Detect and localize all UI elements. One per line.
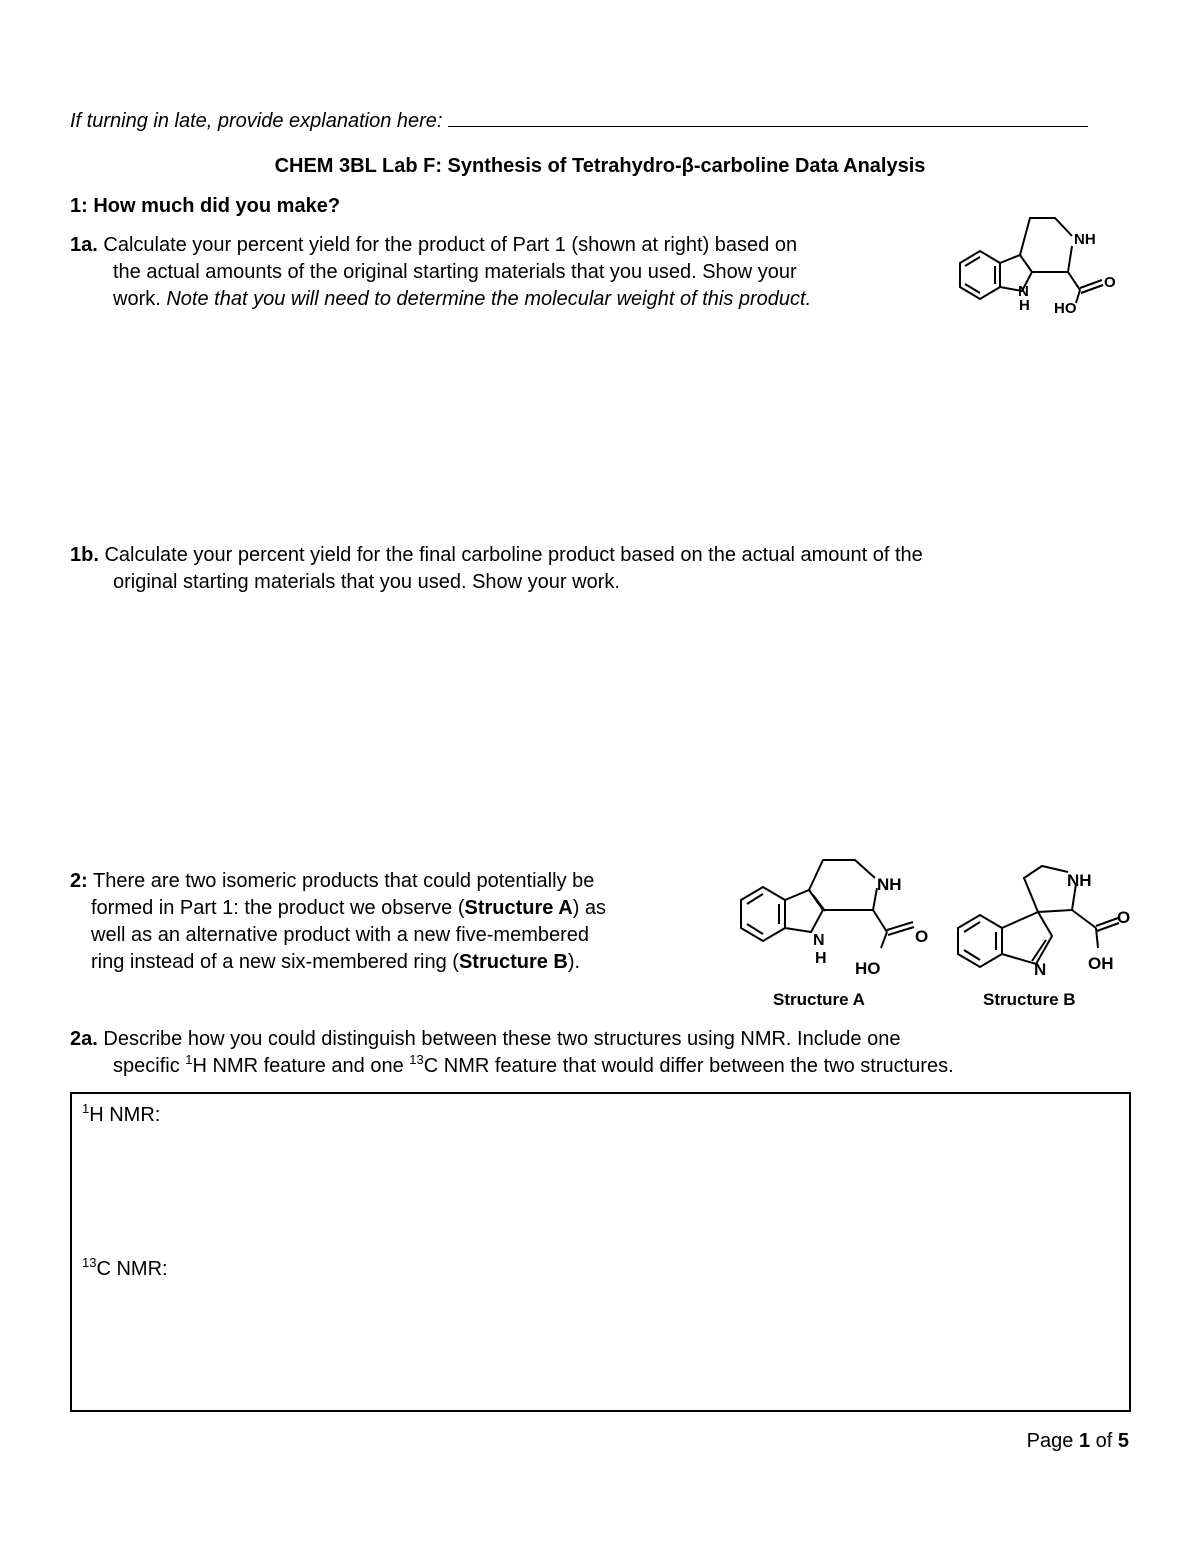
question-1a-text-3: work. — [113, 288, 161, 310]
structure-a-drawing — [735, 850, 945, 985]
structure-a-ho: HO — [855, 959, 881, 978]
structure-a-ref: Structure A — [464, 897, 573, 919]
question-2-line-2b: ) as — [572, 897, 607, 919]
nmr-answer-box[interactable] — [70, 1092, 1131, 1412]
structure-b-n: N — [1034, 960, 1047, 979]
question-2a-number: 2a. — [70, 1028, 98, 1050]
question-1a-number: 1a. — [70, 234, 98, 256]
question-2a-text-2a: specific — [113, 1055, 180, 1077]
question-2a-text-1: Describe how you could distinguish between these two structures using NMR. Include one — [103, 1028, 901, 1050]
question-2-line-3: well as an alternative product with a new five-membered — [91, 924, 590, 946]
h-nmr-label — [82, 1101, 161, 1127]
o-label: O — [1104, 274, 1116, 291]
structure-b-caption: Structure B — [983, 990, 1076, 1009]
c-nmr-text: C NMR: — [96, 1258, 168, 1280]
structure-b-oh: OH — [1088, 954, 1114, 973]
h1-superscript: 1 — [185, 1052, 193, 1067]
question-2a-text-2c: C NMR feature that would differ between the two structures. — [423, 1055, 954, 1077]
question-2 — [70, 868, 720, 976]
nh-label: NH — [1074, 231, 1096, 248]
structure-b-drawing — [950, 860, 1140, 985]
question-1a-text-2: the actual amounts of the original starting materials that you used. Show your — [113, 261, 797, 283]
late-explanation-label: If turning in late, provide explanation here: — [70, 110, 443, 132]
question-1b-text-1: Calculate your percent yield for the final carboline product based on the actual amount of the — [104, 544, 923, 566]
of-word: of — [1095, 1430, 1113, 1452]
page-number — [1027, 1430, 1129, 1453]
question-2-number: 2: — [70, 870, 88, 892]
structure-b-nh: NH — [1067, 871, 1092, 890]
question-1b-text-2: original starting materials that you used. Show your work. — [113, 571, 620, 593]
question-2-line-1: There are two isomeric products that could potentially be — [93, 870, 595, 892]
structure-a-n: N — [813, 932, 825, 949]
question-1a — [70, 232, 950, 313]
product-structure-1a — [950, 208, 1130, 323]
h-nmr-text: H NMR: — [89, 1104, 161, 1126]
structure-b-o: O — [1117, 908, 1131, 927]
late-explanation-blank[interactable] — [448, 108, 1088, 127]
late-explanation-line — [70, 108, 1088, 133]
c13-superscript: 13 — [409, 1052, 424, 1067]
question-2-line-2a: formed in Part 1: the product we observe ( — [91, 897, 465, 919]
question-2-line-4a: ring instead of a new six-membered ring ( — [91, 951, 459, 973]
c-nmr-superscript: 13 — [82, 1255, 97, 1270]
question-1b-number: 1b. — [70, 544, 99, 566]
structure-a-nh: NH — [877, 875, 902, 894]
page-word: Page — [1026, 1430, 1074, 1452]
h-label: H — [1019, 297, 1030, 314]
ho-label: HO — [1054, 300, 1077, 317]
page-title: CHEM 3BL Lab F: Synthesis of Tetrahydro-β-carboline Data Analysis — [274, 155, 926, 177]
question-2a — [70, 1026, 1130, 1080]
structure-a-o: O — [915, 927, 929, 946]
question-2-line-4b: ). — [567, 951, 581, 973]
structure-b-ref: Structure B — [458, 951, 568, 973]
page-total: 5 — [1117, 1430, 1129, 1452]
question-1a-note: Note that you will need to determine the molecular weight of this product. — [166, 288, 812, 310]
c-nmr-label — [82, 1255, 168, 1281]
structure-a-caption: Structure A — [773, 990, 865, 1009]
question-1a-text-1: Calculate your percent yield for the product of Part 1 (shown at right) based on — [103, 234, 798, 256]
n-label: N — [1018, 283, 1029, 300]
page-current: 1 — [1078, 1430, 1091, 1452]
question-2a-text-2b: H NMR feature and one — [192, 1055, 404, 1077]
question-1b — [70, 542, 1130, 596]
section-1-heading: 1: How much did you make? — [70, 195, 341, 217]
h-nmr-superscript: 1 — [82, 1101, 90, 1116]
structure-a-h: H — [815, 950, 827, 967]
